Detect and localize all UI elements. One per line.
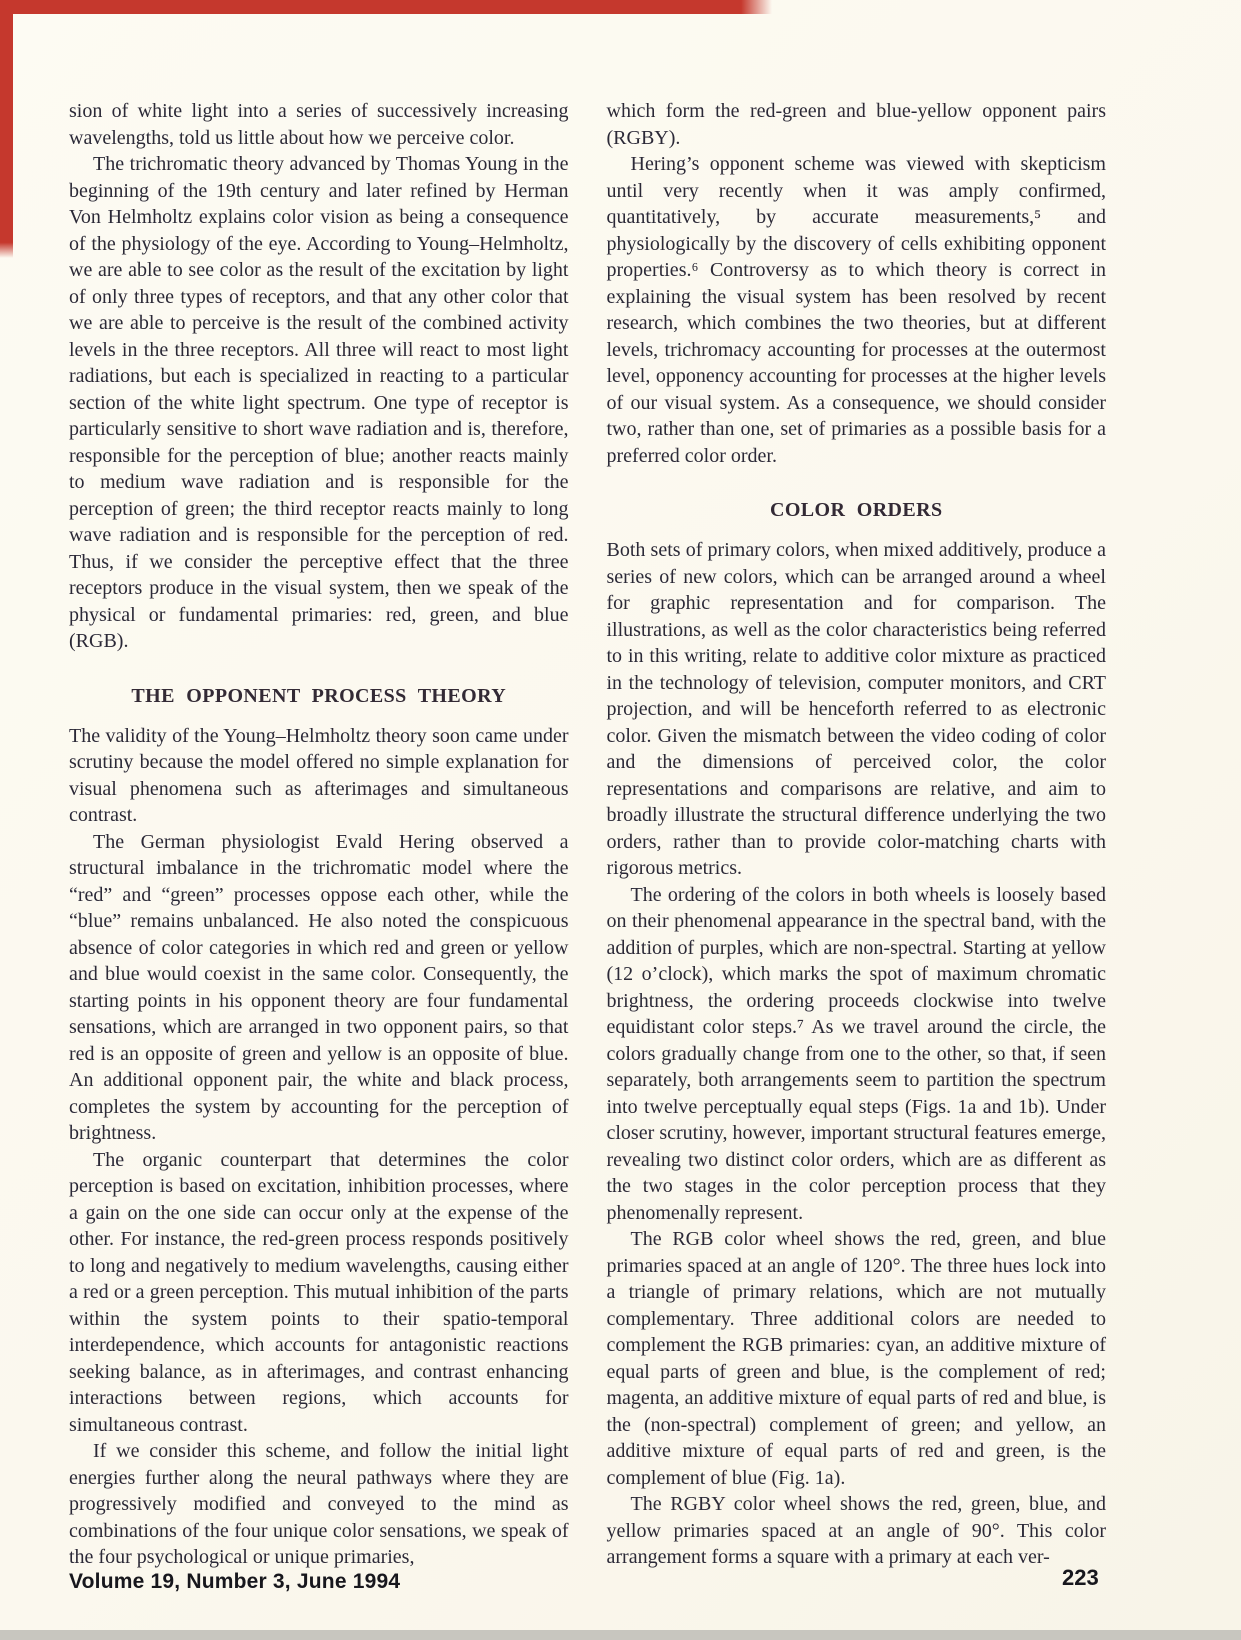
paragraph: The ordering of the colors in both wheels is loosely based on their phenomenal appearance in the spectral band, with the addition of purples, which are non-spectral. Starting at yellow (12 o’clock), which marks the spot of maximum chromatic brightness, the ordering proceeds clockwise into twelve equidistant color steps.⁷ As we travel around the circle, the colors gradually change from one to the other, so that, if seen separately, both arrangements seem to partition the spectrum into twelve perceptually equal steps (Figs. 1a and 1b). Under closer scrutiny, however, important structural features emerge, revealing two distinct color orders, which are as different as the two stages in the color perception process that they phenomenally represent. [606, 883, 1106, 1224]
paragraph: The trichromatic theory advanced by Thomas Young in the beginning of the 19th century and later refined by Herman Von Helmholtz explains color vision as being a consequence of the physiology of the eye. According to Young–Helmholtz, we are able to see color as the result of the excitation by light of only three types of receptors, and that any other color that we are able to perceive is the result of the combined activity levels in the three receptors. All three will react to most light radiations, but each is specialized in reacting to a particular section of the white light spectrum. One type of receptor is particularly sensitive to short wave radiation and is, therefore, responsible for the perception of blue; another reacts mainly to medium wave radiation and is responsible for the perception of green; the third receptor reacts mainly to long wave radiation and is responsible for the perception of red. Thus, if we consider the perceptive effect that the three receptors produce in the visual system, then we speak of the physical or fundamental primaries: red, green, and blue (RGB). [69, 153, 569, 652]
column-left [69, 98, 569, 1571]
page-body [69, 98, 1106, 1571]
paragraph: The validity of the Young–Helmholtz theory soon came under scrutiny because the model offered no simple explanation for visual phenomena such as afterimages and simultaneous contrast. [69, 724, 569, 826]
paragraph: Hering’s opponent scheme was viewed with skepticism until very recently when it was amply confirmed, quantitatively, by accurate measurements,⁵ and physiologically by the discovery of cells exhibiting opponent properties.⁶ Controversy as to which theory is correct in explaining the visual system has been resolved by recent research, which combines the two theories, but at different levels, trichromacy accounting for processes at the outermost level, opponency accounting for processes at the higher levels of our visual system. As a consequence, we should consider two, rather than one, set of primaries as a possible basis for a preferred color order. [606, 153, 1106, 467]
paragraph: If we consider this scheme, and follow the initial light energies further along the neural pathways where they are progressively modified and conveyed to the mind as combinations of the four unique color sensations, we speak of the four psychological or unique primaries, [69, 1440, 569, 1568]
section-heading-color-orders: COLOR ORDERS [770, 499, 943, 521]
page-number: 223 [1062, 1565, 1099, 1590]
paragraph: The RGB color wheel shows the red, green, and blue primaries spaced at an angle of 120°. The three hues lock into a triangle of primary relations, which are not mutually complementary. Three additional colors are needed to complement the RGB primaries: cyan, an additive mixture of equal parts of green and blue, is the complement of red; magenta, an additive mixture of equal parts of red and blue, is the (non-spectral) complement of green; and yellow, an additive mixture of equal parts of red and green, is the complement of blue (Fig. 1a). [606, 1228, 1106, 1489]
column-right [607, 98, 1107, 1571]
footer-volume-info: Volume 19, Number 3, June 1994 [69, 1570, 401, 1593]
scan-backing-red-left-stripe [0, 0, 13, 258]
paragraph: Both sets of primary colors, when mixed additively, produce a series of new colors, which can be arranged around a wheel for graphic representation and for comparison. The illustrations, as well as the color characteristics being referred to in this writing, relate to additive color mixture as practiced in the technology of television, computer monitors, and CRT projection, and will be henceforth referred to as electronic color. Given the mismatch between the video coding of color and the dimensions of perceived color, the color representations and comparisons are relative, and aim to broadly illustrate the structural difference underlying the two orders, rather than to provide color-matching charts with rigorous metrics. [606, 539, 1106, 879]
paragraph: sion of white light into a series of successively increasing wavelengths, told us little about how we perceive color. [69, 100, 569, 149]
paragraph: The RGBY color wheel shows the red, green, blue, and yellow primaries spaced at an angle of 90°. This color arrangement forms a square with a primary at each ver- [606, 1493, 1106, 1568]
scan-edge-bottom [0, 1630, 1241, 1640]
paragraph: The German physiologist Evald Hering observed a structural imbalance in the trichromatic model where the “red” and “green” processes oppose each other, while the “blue” remains unbalanced. He also noted the conspicuous absence of color categories in which red and green or yellow and blue would coexist in the same color. Consequently, the starting points in his opponent theory are four fundamental sensations, which are arranged in two opponent pairs, so that red is an opposite of green and yellow is an opposite of blue. An additional opponent pair, the white and black process, completes the system by accounting for the perception of brightness. [69, 830, 569, 1144]
scan-backing-red-top-stripe [0, 0, 772, 14]
section-heading-opponent-process-theory: THE OPPONENT PROCESS THEORY [131, 684, 507, 707]
paragraph: The organic counterpart that determines the color perception is based on excitation, inhibition processes, where a gain on the one side can occur only at the expense of the other. For instance, the red-green process responds positively to long and negatively to medium wavelengths, causing either a red or a green perception. This mutual inhibition of the parts within the system points to their spatio-temporal interdependence, which accounts for antagonistic reactions seeking balance, as in afterimages, and contrast enhancing interactions between regions, which accounts for simultaneous contrast. [69, 1148, 569, 1436]
paragraph: which form the red-green and blue-yellow opponent pairs (RGBY). [606, 100, 1106, 149]
